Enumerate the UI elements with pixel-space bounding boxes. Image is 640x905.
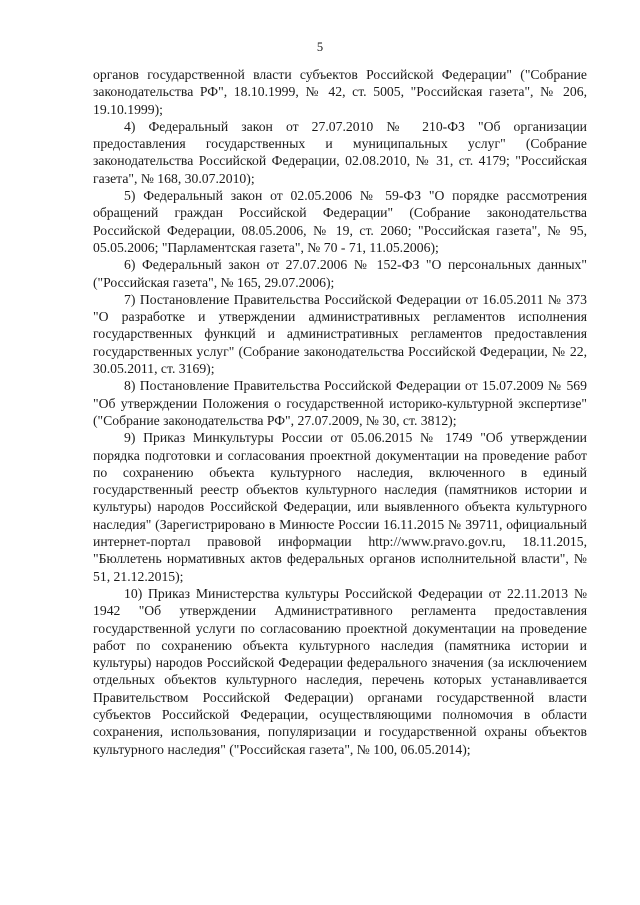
paragraph-item-4: 4) Федеральный закон от 27.07.2010 № 210-ФЗ "Об организации предоставления государственных и муниципальных услуг" (Собрание законодательства Российской Федерации, 02.08.2010, № 31, ст. 4179; "Российская газета", № 168, 30.07.2010); — [93, 118, 587, 186]
document-body — [93, 66, 587, 758]
paragraph-item-8: 8) Постановление Правительства Российской Федерации от 15.07.2009 № 569 "Об утверждении Положения о государственной историко-культурной экспертизе" ("Собрание законодательства РФ", 27.07.2009, № 30, ст. 3812); — [93, 378, 587, 428]
paragraph-item-6: 6) Федеральный закон от 27.07.2006 № 152-ФЗ "О персональных данных" ("Российская газета", № 165, 29.07.2006); — [93, 257, 587, 290]
paragraph-item-9: 9) Приказ Минкультуры России от 05.06.2015 № 1749 "Об утверждении порядка подготовки и согласования проектной документации на проведение работ по сохранению объекта культурного наследия, включенного в единый государственный реестр объектов культурного наследия (памятников истории и культуры) народов Российской Федерации, или выявленного объекта культурного наследия" (Зарегистрировано в Минюсте России 16.11.2015 № 39711, официальный интернет-портал правовой информации http://www.pravo.gov.ru, 18.11.2015, "Бюллетень нормативных актов федеральных органов исполнительной власти", № 51, 21.12.2015); — [93, 430, 587, 584]
paragraph-item-5: 5) Федеральный закон от 02.05.2006 № 59-ФЗ "О порядке рассмотрения обращений граждан Российской Федерации" (Собрание законодательства Российской Федерации, 08.05.2006, № 19, ст. 2060; "Российская газета", № 95, 05.05.2006; "Парламентская газета", № 70 - 71, 11.05.2006); — [93, 188, 587, 255]
paragraph-continuation: органов государственной власти субъектов Российской Федерации" ("Собрание законодательства РФ", 18.10.1999, № 42, ст. 5005, "Российская газета", № 206, 19.10.1999); — [93, 67, 587, 117]
paragraph-item-7: 7) Постановление Правительства Российской Федерации от 16.05.2011 № 373 "О разработке и утверждении административных регламентов исполнения государственных функций и административных регламентов предоставления государственных услуг" (Собрание законодательства Российской Федерации, № 22, 30.05.2011, ст. 3169); — [93, 291, 587, 377]
paragraph-item-10: 10) Приказ Министерства культуры Российской Федерации от 22.11.2013 № 1942 "Об утверждении Административного регламента предоставления государственной услуги по согласованию проектной документации на проведение работ по сохранению объекта культурного наследия (памятника истории и культуры) народов Российской Федерации федерального значения (за исключением отдельных объектов культурного наследия, перечень которых устанавливается Правительством Российской Федерации) органами государственной власти субъектов Российской Федерации, осуществляющими полномочия в области сохранения, использования, популяризации и государственной охраны объектов культурного наследия" ("Российская газета", № 100, 06.05.2014); — [93, 585, 587, 757]
page-number: 5 — [316, 40, 324, 54]
